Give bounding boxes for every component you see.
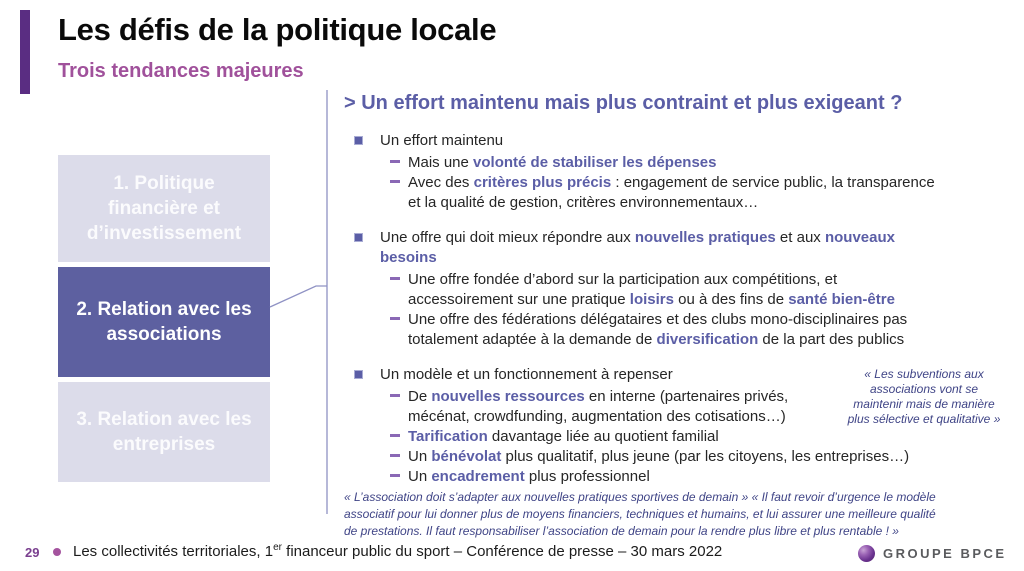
dash-icon — [390, 180, 400, 183]
sub-bullet-text: Un encadrement plus professionnel — [408, 468, 650, 485]
sub-bullet-text: Tarification davantage liée au quotient familial — [408, 428, 719, 445]
dash-icon — [390, 474, 400, 477]
footer-caption — [73, 542, 722, 560]
logo-text: GROUPE BPCE — [883, 546, 1007, 561]
sub-bullet-line — [344, 153, 936, 173]
content-heading: > Un effort maintenu mais plus contraint et plus exigeant ? — [344, 92, 903, 114]
sidebar-item-label: 1. Politique financière et d’investissement — [86, 173, 242, 244]
dash-icon — [390, 434, 400, 437]
bullet-text: Une offre qui doit mieux répondre aux nouvelles pratiques et aux nouveaux besoins — [380, 229, 895, 266]
sub-bullet-text: Mais une volonté de stabiliser les dépenses — [408, 154, 717, 171]
footer-dot-icon — [53, 548, 61, 556]
dash-icon — [390, 160, 400, 163]
callout-connector-line — [270, 286, 327, 307]
sidebar-item-label: 2. Relation avec les associations — [76, 299, 252, 345]
content-bullets — [344, 131, 1004, 502]
page-title: Les défis de la politique locale — [58, 12, 497, 47]
sub-bullet-line — [344, 270, 936, 310]
sub-bullet-line — [344, 310, 936, 350]
bullet-text: Un modèle et un fonctionnement à repenser — [380, 366, 673, 383]
bottom-quote: « L’association doit s’adapter aux nouvelles pratiques sportives de demain » « Il faut revoir d’urgence le modèle associatif pour lui donner plus de moyens financiers, techniques et humains, et lui assurer une meilleure qualité de prestations. Il faut responsabiliser l’association de demain pour la rendre plus libre et plus rentable ! » — [344, 490, 936, 538]
dash-icon — [390, 454, 400, 457]
sub-bullet-text: Une offre des fédérations délégataires et des clubs mono-disciplinaires pas totalement adaptée à la demande de diversification de la part des publics — [408, 311, 908, 348]
bullet-square-icon — [354, 136, 363, 145]
dash-icon — [390, 394, 400, 397]
sub-bullet-text: Une offre fondée d’abord sur la participation aux compétitions, et accessoirement sur une pratique loisirs ou à des fins de santé bien-être — [408, 271, 895, 308]
sidebar-item-label: 3. Relation avec les entreprises — [76, 409, 252, 455]
bullet-text: Un effort maintenu — [380, 132, 504, 149]
bullet-group-offre — [344, 228, 1004, 350]
sub-bullet-text: Avec des critères plus précis : engagement de service public, la transparence et la qualité de gestion, critères environnementaux… — [408, 174, 935, 211]
caption-suffix: financeur public du sport – Conférence de presse – 30 mars 2022 — [281, 543, 723, 560]
groupe-bpce-logo — [858, 545, 1007, 562]
dash-icon — [390, 277, 400, 280]
section-nav — [58, 155, 270, 487]
sub-bullet-line — [344, 467, 1004, 487]
sub-bullet-text: Un bénévolat plus qualitatif, plus jeune (par les citoyens, les entreprises…) — [408, 448, 910, 465]
caption-superscript: er — [273, 542, 282, 553]
sub-bullet-text: De nouvelles ressources en interne (partenaires privés, mécénat, crowdfunding, augmentation des cotisations…) — [408, 388, 789, 425]
bullet-line — [344, 228, 936, 268]
bullet-line — [344, 131, 936, 151]
accent-bar — [20, 10, 30, 94]
side-quote: « Les subventions aux associations vont se maintenir mais de manière plus sélective et qualitative » — [847, 367, 1001, 426]
caption-prefix: Les collectivités territoriales, 1 — [73, 543, 274, 560]
page-subtitle: Trois tendances majeures — [58, 60, 304, 82]
dash-icon — [390, 317, 400, 320]
sidebar-item-politique-financiere[interactable] — [58, 155, 270, 262]
page-number: 29 — [25, 545, 40, 560]
sub-bullet-line — [344, 447, 1004, 467]
bpce-sphere-icon — [858, 545, 875, 562]
bullet-square-icon — [354, 370, 363, 379]
sub-bullet-line — [344, 427, 1004, 447]
sub-bullet-line — [344, 173, 936, 213]
bullet-group-effort — [344, 131, 1004, 213]
sidebar-item-relation-associations[interactable] — [58, 267, 270, 377]
bullet-square-icon — [354, 233, 363, 242]
sidebar-item-relation-entreprises[interactable] — [58, 382, 270, 482]
